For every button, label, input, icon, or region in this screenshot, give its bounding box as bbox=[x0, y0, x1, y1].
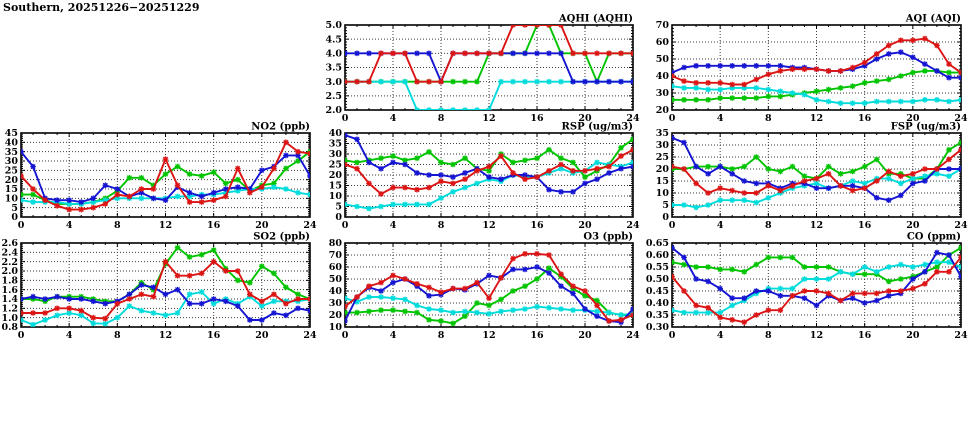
x-tick-label: 20 bbox=[906, 330, 920, 341]
x-tick-label: 12 bbox=[158, 330, 173, 341]
x-tick-label: 12 bbox=[809, 330, 824, 341]
x-tick-label: 0 bbox=[668, 113, 676, 124]
x-tick-label: 20 bbox=[578, 220, 592, 231]
y-tick-label: 30 bbox=[655, 88, 669, 100]
x-tick-label: 0 bbox=[668, 330, 676, 341]
x-tick-label: 16 bbox=[530, 113, 544, 124]
grid bbox=[672, 133, 961, 217]
chart-aqhi bbox=[325, 14, 640, 125]
x-tick-label: 16 bbox=[207, 330, 221, 341]
y-tick-label: 15 bbox=[328, 180, 342, 192]
y-tick-label: 5.0 bbox=[325, 20, 342, 32]
y-tick-label: 40 bbox=[328, 128, 342, 140]
chart-aqi bbox=[656, 14, 968, 125]
x-tick-label: 4 bbox=[389, 330, 397, 341]
y-tick-label: 70 bbox=[328, 250, 342, 262]
y-tick-label: 60 bbox=[655, 37, 669, 49]
y-tick-label: 2.6 bbox=[1, 238, 18, 250]
x-tick-labels bbox=[342, 220, 640, 231]
y-tick-labels bbox=[5, 128, 19, 223]
y-tick-label: 35 bbox=[4, 146, 18, 158]
x-tick-label: 24 bbox=[954, 113, 968, 124]
y-tick-label: 4.5 bbox=[325, 34, 342, 46]
y-tick-label: 50 bbox=[655, 54, 669, 66]
x-tick-label: 24 bbox=[303, 220, 317, 231]
x-tick-label: 24 bbox=[626, 330, 640, 341]
chart-title: AQI (AQI) bbox=[905, 13, 961, 25]
x-tick-label: 0 bbox=[17, 220, 25, 231]
chart-o3 bbox=[329, 232, 640, 342]
y-tick-label: 20 bbox=[328, 170, 342, 182]
y-tick-label: 2.0 bbox=[325, 105, 342, 117]
y-tick-label: 35 bbox=[655, 128, 669, 140]
x-tick-label: 16 bbox=[530, 330, 544, 341]
y-tick-label: 30 bbox=[655, 140, 669, 152]
x-tick-label: 8 bbox=[114, 220, 121, 231]
chart-title: CO (ppm) bbox=[906, 231, 961, 243]
y-tick-label: 30 bbox=[328, 149, 342, 161]
x-tick-label: 12 bbox=[482, 113, 496, 124]
x-tick-label: 0 bbox=[341, 220, 349, 231]
x-tick-label: 12 bbox=[482, 330, 496, 341]
x-tick-label: 24 bbox=[954, 330, 968, 341]
y-tick-label: 40 bbox=[655, 71, 669, 83]
chart-co bbox=[646, 232, 968, 342]
y-tick-labels bbox=[329, 238, 343, 333]
y-tick-label: 0.45 bbox=[645, 286, 669, 298]
x-tick-label: 16 bbox=[207, 220, 221, 231]
x-tick-label: 0 bbox=[17, 330, 25, 341]
y-tick-label: 10 bbox=[4, 193, 18, 205]
x-tick-label: 16 bbox=[858, 330, 872, 341]
x-tick-label: 24 bbox=[626, 113, 640, 124]
chart-title: FSP (ug/m3) bbox=[890, 121, 961, 133]
x-tick-label: 4 bbox=[716, 113, 724, 124]
y-tick-label: 2.4 bbox=[1, 247, 18, 259]
x-tick-labels bbox=[669, 330, 968, 341]
chart-no2 bbox=[5, 122, 317, 232]
y-tick-label: 25 bbox=[4, 165, 18, 177]
x-tick-label: 8 bbox=[765, 330, 772, 341]
x-tick-label: 20 bbox=[906, 113, 920, 124]
y-tick-label: 5 bbox=[335, 201, 342, 213]
y-tick-label: 3.0 bbox=[325, 76, 342, 88]
y-tick-label: 10 bbox=[655, 188, 669, 200]
y-tick-label: 20 bbox=[655, 105, 669, 117]
chart-fsp bbox=[656, 122, 968, 232]
x-tick-label: 8 bbox=[437, 330, 445, 341]
x-tick-label: 12 bbox=[809, 113, 824, 124]
y-tick-label: 10 bbox=[328, 322, 342, 334]
y-tick-label: 3.5 bbox=[325, 62, 342, 74]
y-tick-label: 0.50 bbox=[645, 274, 669, 286]
x-tick-label: 20 bbox=[255, 330, 269, 341]
x-tick-label: 16 bbox=[858, 220, 872, 231]
y-tick-label: 10 bbox=[328, 191, 342, 203]
x-tick-label: 24 bbox=[626, 220, 640, 231]
y-tick-label: 0.40 bbox=[645, 298, 669, 310]
y-tick-label: 0.55 bbox=[645, 262, 669, 274]
x-tick-label: 16 bbox=[858, 113, 872, 124]
y-tick-label: 0.60 bbox=[645, 250, 669, 262]
y-tick-label: 80 bbox=[328, 238, 342, 250]
y-tick-labels bbox=[325, 20, 342, 116]
x-tick-label: 12 bbox=[809, 220, 824, 231]
x-tick-label: 8 bbox=[765, 113, 772, 124]
y-tick-label: 0.8 bbox=[1, 322, 18, 334]
y-tick-labels bbox=[656, 128, 670, 223]
y-tick-labels bbox=[329, 128, 343, 223]
y-tick-label: 0.30 bbox=[645, 322, 669, 334]
x-tick-label: 12 bbox=[482, 220, 496, 231]
y-tick-label: 0 bbox=[11, 212, 18, 224]
x-tick-label: 4 bbox=[716, 330, 724, 341]
x-tick-label: 8 bbox=[437, 113, 445, 124]
y-tick-label: 70 bbox=[655, 20, 669, 32]
chart-title: O3 (ppb) bbox=[583, 231, 633, 243]
y-tick-label: 0.35 bbox=[645, 310, 669, 322]
y-tick-label: 20 bbox=[328, 310, 342, 322]
x-tick-label: 12 bbox=[158, 220, 173, 231]
x-tick-label: 0 bbox=[341, 330, 349, 341]
x-tick-label: 16 bbox=[530, 220, 544, 231]
chart-so2 bbox=[1, 232, 317, 342]
y-tick-labels bbox=[656, 20, 670, 116]
y-tick-label: 4.0 bbox=[325, 48, 342, 60]
y-tick-label: 5 bbox=[11, 202, 18, 214]
y-tick-label: 35 bbox=[328, 138, 342, 150]
x-tick-labels bbox=[342, 330, 640, 341]
y-tick-label: 2.5 bbox=[325, 91, 342, 103]
chart-title: NO2 (ppb) bbox=[251, 121, 310, 133]
chart-rsp bbox=[329, 122, 640, 232]
y-tick-label: 1.4 bbox=[1, 294, 18, 306]
y-tick-label: 2.0 bbox=[1, 266, 18, 278]
y-tick-label: 40 bbox=[4, 137, 18, 149]
x-tick-label: 20 bbox=[578, 113, 592, 124]
chart-title: AQHI (AQHI) bbox=[558, 13, 633, 25]
y-tick-label: 15 bbox=[655, 176, 669, 188]
y-tick-label: 1.0 bbox=[1, 312, 18, 324]
x-tick-label: 20 bbox=[906, 220, 920, 231]
y-tick-label: 1.6 bbox=[1, 284, 18, 296]
x-tick-label: 20 bbox=[578, 330, 592, 341]
y-tick-label: 25 bbox=[655, 152, 669, 164]
x-tick-label: 4 bbox=[65, 330, 73, 341]
y-tick-label: 40 bbox=[328, 286, 342, 298]
x-tick-label: 4 bbox=[65, 220, 73, 231]
y-tick-label: 2.2 bbox=[1, 256, 18, 268]
y-tick-label: 5 bbox=[662, 200, 669, 212]
y-tick-labels bbox=[1, 238, 18, 333]
chart-title: SO2 (ppb) bbox=[253, 231, 310, 243]
y-tick-label: 20 bbox=[655, 164, 669, 176]
y-tick-label: 20 bbox=[4, 174, 18, 186]
x-tick-labels bbox=[18, 330, 317, 341]
y-tick-label: 1.2 bbox=[1, 303, 18, 315]
y-tick-label: 50 bbox=[328, 274, 342, 286]
x-tick-label: 4 bbox=[716, 220, 724, 231]
y-tick-label: 45 bbox=[4, 128, 18, 140]
y-tick-label: 0 bbox=[335, 212, 342, 224]
x-tick-label: 24 bbox=[954, 220, 968, 231]
x-tick-label: 4 bbox=[389, 220, 397, 231]
x-tick-label: 24 bbox=[303, 330, 317, 341]
y-tick-label: 25 bbox=[328, 159, 342, 171]
x-tick-labels bbox=[669, 220, 968, 231]
grid bbox=[345, 25, 633, 110]
chart-title: RSP (ug/m3) bbox=[561, 121, 633, 133]
y-tick-label: 1.8 bbox=[1, 275, 18, 287]
x-tick-label: 8 bbox=[765, 220, 772, 231]
x-tick-label: 0 bbox=[341, 113, 349, 124]
x-tick-label: 0 bbox=[668, 220, 676, 231]
x-tick-label: 8 bbox=[437, 220, 445, 231]
y-tick-label: 0.65 bbox=[645, 238, 669, 250]
x-tick-label: 8 bbox=[114, 330, 121, 341]
y-tick-label: 0 bbox=[662, 212, 669, 224]
y-tick-label: 60 bbox=[328, 262, 342, 274]
x-tick-label: 20 bbox=[255, 220, 269, 231]
y-tick-label: 15 bbox=[4, 184, 18, 196]
y-tick-label: 30 bbox=[328, 298, 342, 310]
page-title: Southern, 20251226−20251229 bbox=[3, 1, 200, 14]
x-tick-labels bbox=[18, 220, 317, 231]
y-tick-labels bbox=[646, 238, 670, 333]
y-tick-label: 30 bbox=[4, 156, 18, 168]
x-tick-label: 4 bbox=[389, 113, 397, 124]
